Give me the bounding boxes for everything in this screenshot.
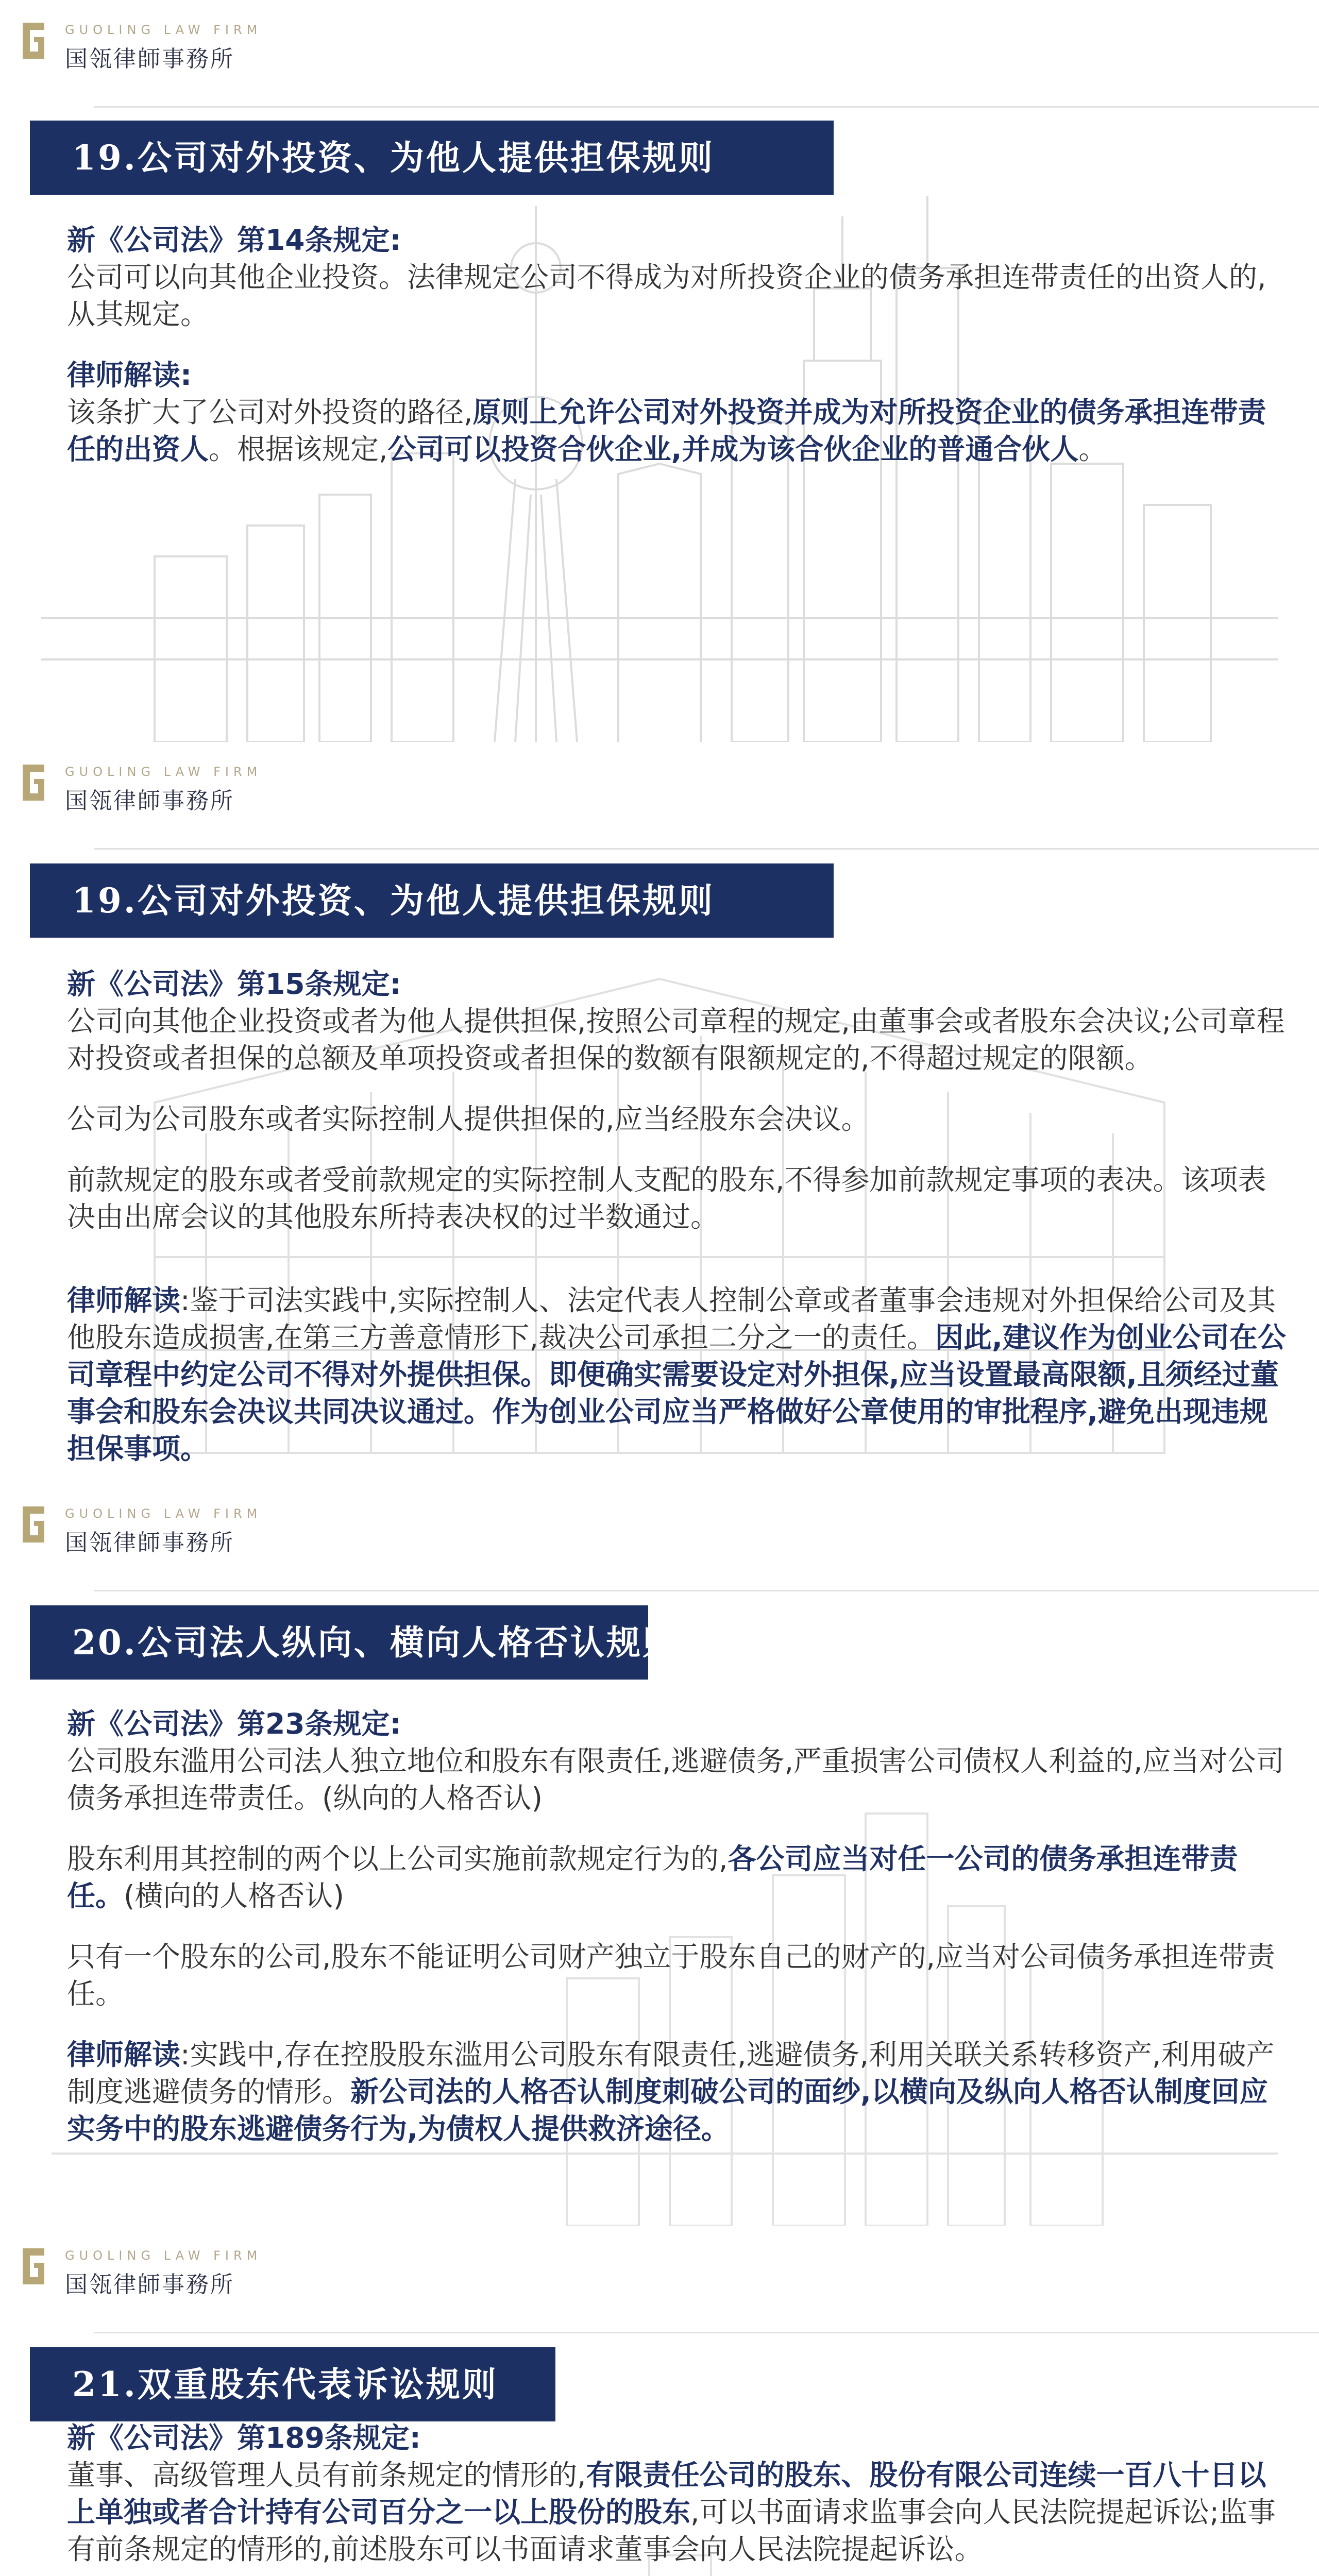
- law-label: 新《公司法》第15条规定:: [67, 968, 401, 1001]
- slide-4: [0, 2226, 1319, 2576]
- firm-logo-icon: [19, 762, 48, 803]
- firm-name-cn: 国瓴律師事務所: [65, 788, 234, 814]
- text-run: (横向的人格否认): [124, 1879, 344, 1912]
- law-paragraph: [67, 1840, 1288, 1914]
- section-title: 21.双重股东代表诉讼规则: [30, 2347, 555, 2421]
- law-paragraph: 前款规定的股东或者受前款规定的实际控制人支配的股东,不得参加前款规定事项的表决。该项表决由出席会议的其他股东所持表决权的过半数通过。: [67, 1163, 1266, 1233]
- divider-line: [94, 1590, 1319, 1591]
- divider-line: [94, 848, 1319, 850]
- emphasis-text: 新公司法的人格否认制度刺破公司的面纱,以横向及纵向人格否认制度回应实务中的股东逃避债务行为,为债权人提供救济途径。: [67, 2075, 1268, 2145]
- text-run: ,可以书面请求监事会向人民法院提起诉讼;监事有前条规定的情形的,前述股东可以书面请求董事会向人民法院提起诉讼。: [67, 2496, 1276, 2566]
- law-label: 新《公司法》第189条规定:: [67, 2421, 421, 2454]
- text-run: 。: [1078, 433, 1107, 466]
- section-title: 19.公司对外投资、为他人提供担保规则: [30, 121, 834, 195]
- divider-line: [94, 2332, 1319, 2333]
- slide-body: [67, 1705, 1288, 2147]
- law-paragraph: 只有一个股东的公司,股东不能证明公司财产独立于股东自己的财产的,应当对公司债务承担连带责任。: [67, 1940, 1275, 2010]
- text-run: 。根据该规定,: [209, 433, 388, 466]
- slide-1: [0, 0, 1319, 742]
- law-text: 公司可以向其他企业投资。法律规定公司不得成为对所投资企业的债务承担连带责任的出资人的,从其规定。: [67, 261, 1266, 331]
- law-paragraph: [67, 2456, 1288, 2568]
- firm-name-en: GUOLING LAW FIRM: [65, 23, 262, 37]
- law-paragraph: 公司为公司股东或者实际控制人提供担保的,应当经股东会决议。: [67, 1103, 870, 1136]
- emphasis-text: 原则上允许公司对外投资并成为对所投资企业的债务承担连带责任的出资人: [67, 396, 1266, 466]
- firm-name-en: GUOLING LAW FIRM: [65, 2248, 262, 2263]
- slide-3: [0, 1484, 1319, 2226]
- slide-body: [67, 222, 1288, 468]
- lawyer-label: 律师解读: [67, 2038, 181, 2071]
- firm-name-en: GUOLING LAW FIRM: [65, 765, 262, 779]
- text-run: 该条扩大了公司对外投资的路径,: [67, 396, 473, 429]
- lawyer-label: 律师解读:: [67, 359, 192, 392]
- slide-body: [67, 965, 1288, 1467]
- lawyer-text: [67, 394, 1288, 468]
- firm-logo-icon: [19, 1504, 48, 1545]
- slide-body: [67, 2419, 1288, 2576]
- firm-logo-icon: [19, 2246, 48, 2286]
- law-text: 公司股东滥用公司法人独立地位和股东有限责任,逃避债务,严重损害公司债权人利益的,应当对公司债务承担连带责任。(纵向的人格否认): [67, 1744, 1284, 1815]
- firm-name-en: GUOLING LAW FIRM: [65, 1506, 262, 1521]
- firm-name-cn: 国瓴律師事務所: [65, 1530, 234, 1556]
- section-title: 20.公司法人纵向、横向人格否认规则: [30, 1605, 648, 1680]
- section-title: 19.公司对外投资、为他人提供担保规则: [30, 863, 834, 938]
- lawyer-text: [67, 2036, 1288, 2147]
- firm-logo-icon: [19, 21, 48, 61]
- emphasis-text: 有限责任公司的股东、股份有限公司连续一百八十日以上单独或者合计持有公司百分之一以上股份的股东: [67, 2459, 1266, 2529]
- law-text: 公司向其他企业投资或者为他人提供担保,按照公司章程的规定,由董事会或者股东会决议;公司章程对投资或者担保的总额及单项投资或者担保的数额有限额规定的,不得超过规定的限额。: [67, 1005, 1285, 1075]
- law-label: 新《公司法》第14条规定:: [67, 224, 401, 257]
- text-run: 董事、高级管理人员有前条规定的情形的,: [67, 2459, 586, 2492]
- lawyer-label: 律师解读: [67, 1284, 181, 1317]
- text-run: 股东利用其控制的两个以上公司实施前款规定行为的,: [67, 1842, 728, 1875]
- firm-name-cn: 国瓴律師事務所: [65, 2272, 234, 2298]
- lawyer-text: [67, 1282, 1288, 1467]
- divider-line: [94, 106, 1319, 108]
- law-label: 新《公司法》第23条规定:: [67, 1707, 401, 1740]
- slide-2: [0, 742, 1319, 1484]
- firm-name-cn: 国瓴律師事務所: [65, 46, 234, 72]
- emphasis-text: 公司可以投资合伙企业,并成为该合伙企业的普通合伙人: [387, 433, 1079, 466]
- text-run: :鉴于司法实践中,实际控制人、法定代表人控制公章或者董事会违规对外担保给公司及其他股东造成损害,在第三方善意情形下,裁决公司承担二分之一的责任。: [67, 1284, 1276, 1354]
- emphasis-text: 各公司应当对任一公司的债务承担连带责任。: [67, 1842, 1238, 1912]
- emphasis-text: 因此,建议作为创业公司在公司章程中约定公司不得对外提供担保。即便确实需要设定对外担保,应当设置最高限额,且须经过董事会和股东会决议共同决议通过。作为创业公司应当严格做好公章使用的审批程序,避免出现违规担保事项。: [67, 1321, 1286, 1465]
- text-run: :实践中,存在控股股东滥用公司股东有限责任,逃避债务,利用关联关系转移资产,利用破产制度逃避债务的情形。: [67, 2038, 1275, 2108]
